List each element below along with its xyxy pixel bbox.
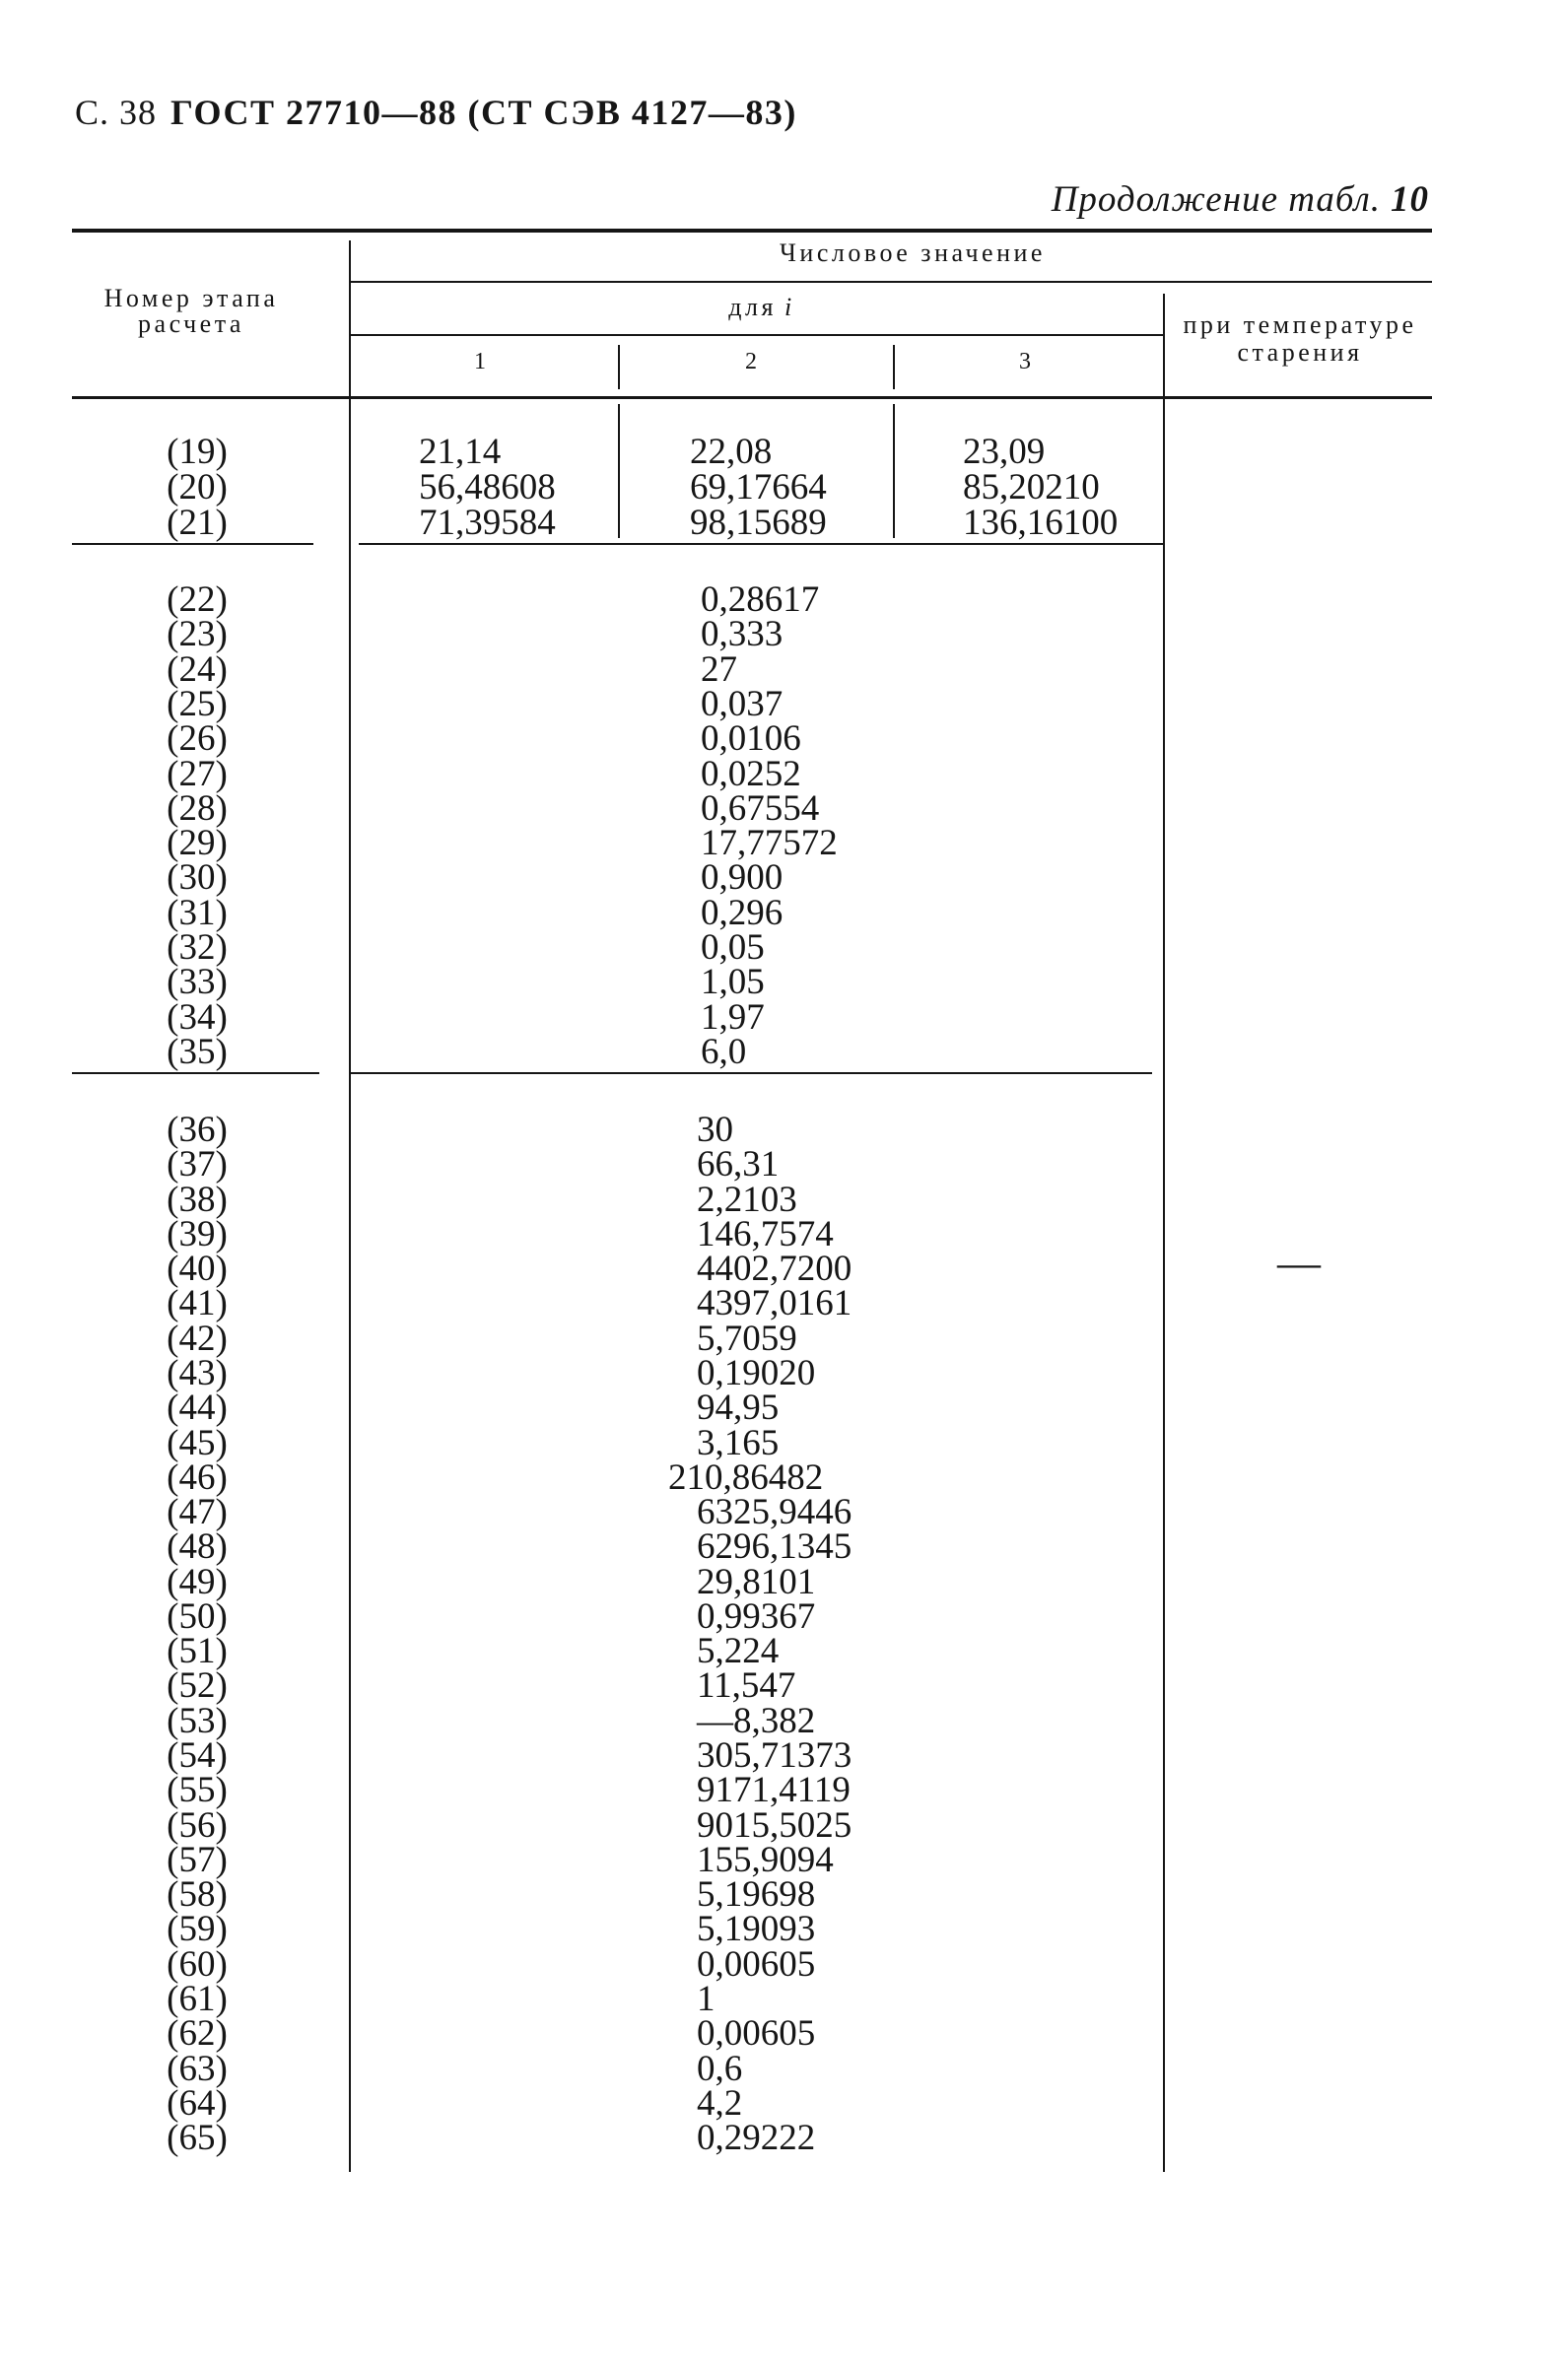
- table-row: [0, 1805, 1568, 1846]
- table-row: [0, 1110, 1568, 1150]
- table-row: [0, 1492, 1568, 1532]
- value-common: 0,900: [701, 857, 784, 898]
- table-row: [0, 1944, 1568, 1985]
- value-common: 0,0106: [701, 718, 801, 759]
- table-row: [0, 1874, 1568, 1915]
- table-row: [0, 614, 1568, 654]
- value-common: 0,28617: [701, 579, 820, 620]
- table-row: [0, 1770, 1568, 1810]
- step-number: (33): [167, 962, 228, 1002]
- value-common: 27: [701, 649, 737, 690]
- value-common: 1: [697, 1979, 716, 2019]
- step-number: (31): [167, 893, 228, 933]
- step-number: (40): [167, 1249, 228, 1289]
- value-common: 155,9094: [697, 1840, 834, 1880]
- table-continuation-caption: [1052, 178, 1429, 222]
- table-row: [0, 684, 1568, 724]
- value-common: 305,71373: [697, 1735, 852, 1776]
- numeric-header-rule: [350, 281, 1432, 283]
- value-common: 0,296: [701, 893, 784, 933]
- step-number: (24): [167, 649, 228, 690]
- table-row: [0, 1353, 1568, 1393]
- step-number: (49): [167, 1562, 228, 1602]
- step-number: (38): [167, 1180, 228, 1220]
- table-row: [0, 1214, 1568, 1254]
- value-common: 6,0: [701, 1032, 747, 1072]
- step-number: (65): [167, 2118, 228, 2158]
- step-number: (28): [167, 788, 228, 829]
- subcolumn-header-1: 1: [474, 349, 486, 374]
- block-separator-2-step: [72, 1072, 319, 1074]
- value-common: 5,19698: [697, 1874, 816, 1915]
- value-common: 0,05: [701, 927, 765, 968]
- table-row: [0, 962, 1568, 1002]
- table-row: [0, 823, 1568, 863]
- value-common: 0,333: [701, 614, 784, 654]
- step-number: (50): [167, 1596, 228, 1637]
- running-head: [75, 91, 797, 134]
- table-row: [0, 2013, 1568, 2054]
- step-number: (26): [167, 718, 228, 759]
- step-number: (27): [167, 754, 228, 794]
- step-number: (41): [167, 1283, 228, 1323]
- step-number: (35): [167, 1032, 228, 1072]
- step-number: (29): [167, 823, 228, 863]
- step-number: (56): [167, 1805, 228, 1846]
- step-number: (42): [167, 1319, 228, 1359]
- step-number: (20): [167, 467, 228, 508]
- step-number: (57): [167, 1840, 228, 1880]
- step-number: (22): [167, 579, 228, 620]
- value-common: 4397,0161: [697, 1283, 852, 1323]
- table-row: [0, 1596, 1568, 1637]
- step-number: (25): [167, 684, 228, 724]
- step-number: (39): [167, 1214, 228, 1254]
- table-row: [0, 1390, 1568, 1426]
- continuation-label: Продолжение табл.: [1051, 179, 1381, 220]
- aging-temperature-header: [1172, 311, 1428, 367]
- numeric-value-header: Числовое значение: [780, 238, 1046, 267]
- block-separator-2-values: [350, 1072, 1152, 1074]
- step-number: (53): [167, 1701, 228, 1741]
- table-row: [0, 1631, 1568, 1671]
- table-row: [0, 718, 1568, 759]
- value-i-3: 85,20210: [963, 467, 1100, 508]
- table-row: [0, 1840, 1568, 1880]
- table-row: [0, 1457, 1568, 1498]
- value-common: 0,0252: [701, 754, 801, 794]
- step-number: (34): [167, 997, 228, 1038]
- table-row: [0, 1562, 1568, 1602]
- table-number: 10: [1391, 179, 1429, 220]
- table-row: [0, 1144, 1568, 1185]
- table-top-rule: [72, 229, 1432, 233]
- value-i-3: 23,09: [963, 432, 1046, 472]
- value-common: 11,547: [697, 1665, 796, 1706]
- table-row: [0, 1249, 1568, 1289]
- value-common: 29,8101: [697, 1562, 816, 1602]
- block-separator-1-step: [72, 543, 313, 545]
- value-common: 6296,1345: [697, 1526, 852, 1567]
- step-number: (23): [167, 614, 228, 654]
- table-row: [0, 754, 1568, 794]
- subcolumn-header-2: 2: [745, 349, 757, 374]
- step-number: (44): [167, 1388, 228, 1428]
- table-row: [0, 2118, 1568, 2158]
- table-row: [0, 893, 1568, 933]
- step-number: (60): [167, 1944, 228, 1985]
- table-row: [0, 467, 1568, 508]
- page-number: С. 38: [75, 93, 158, 132]
- table-row: [0, 1665, 1568, 1706]
- value-common: 1,97: [701, 997, 765, 1038]
- for-i-header: [663, 294, 860, 321]
- table-row: [0, 1283, 1568, 1323]
- table-row: [0, 2049, 1568, 2089]
- value-common: 0,037: [701, 684, 784, 724]
- value-i-1: 71,39584: [419, 503, 556, 543]
- table-row: [0, 579, 1568, 620]
- value-i-3: 136,16100: [963, 503, 1119, 543]
- step-number: (61): [167, 1979, 228, 2019]
- step-number: (45): [167, 1423, 228, 1463]
- aging-temperature-value: —: [1277, 1239, 1321, 1287]
- table-row: [0, 2083, 1568, 2124]
- value-common: 9171,4119: [697, 1770, 851, 1810]
- value-common: 0,00605: [697, 2013, 816, 2054]
- for-i-label: для: [728, 293, 777, 321]
- step-number: (52): [167, 1665, 228, 1706]
- step-number: (47): [167, 1492, 228, 1532]
- value-common: 0,6: [697, 2049, 743, 2089]
- table-row: [0, 1735, 1568, 1776]
- step-number: (48): [167, 1526, 228, 1567]
- value-common: 0,00605: [697, 1944, 816, 1985]
- value-common: 4402,7200: [697, 1249, 852, 1289]
- table-row: [0, 1423, 1568, 1463]
- standard-designation: ГОСТ 27710—88 (СТ СЭВ 4127—83): [170, 93, 797, 132]
- subcolumn-header-3: 3: [1019, 349, 1031, 374]
- step-number: (19): [167, 432, 228, 472]
- value-common: 4,2: [697, 2083, 743, 2124]
- step-number: (32): [167, 927, 228, 968]
- value-common: 0,29222: [697, 2118, 816, 2158]
- value-common: 9015,5025: [697, 1805, 852, 1846]
- value-common: 5,224: [697, 1631, 780, 1671]
- step-number: (55): [167, 1770, 228, 1810]
- table-row: [0, 432, 1568, 472]
- value-common: 94,95: [697, 1388, 780, 1428]
- table-row: [0, 503, 1568, 543]
- step-header-line-1: Номер этапа: [103, 284, 279, 312]
- table-row: [0, 1701, 1568, 1741]
- aging-header-line-1: при температуре: [1183, 310, 1417, 339]
- step-column-header: [73, 286, 309, 337]
- value-common: 210,86482: [668, 1457, 824, 1498]
- value-common: 5,19093: [697, 1909, 816, 1949]
- value-common: 0,67554: [701, 788, 820, 829]
- step-number: (51): [167, 1631, 228, 1671]
- step-number: (30): [167, 857, 228, 898]
- value-common: 146,7574: [697, 1214, 834, 1254]
- value-common: 30: [697, 1110, 733, 1150]
- step-number: (63): [167, 2049, 228, 2089]
- value-common: 3,165: [697, 1423, 780, 1463]
- step-number: (46): [167, 1457, 228, 1498]
- value-common: 1,05: [701, 962, 765, 1002]
- table-row: [0, 1526, 1568, 1567]
- aging-header-line-2: старения: [1237, 338, 1363, 367]
- table-row: [0, 1321, 1568, 1357]
- table-row: [0, 788, 1568, 829]
- value-common: 66,31: [697, 1144, 780, 1185]
- table-row: [0, 857, 1568, 898]
- step-header-line-2: расчета: [138, 309, 244, 338]
- table-row: [0, 1909, 1568, 1949]
- table-row: [0, 1180, 1568, 1220]
- step-number: (64): [167, 2083, 228, 2124]
- step-number: (58): [167, 1874, 228, 1915]
- value-i-2: 98,15689: [690, 503, 827, 543]
- step-number: (37): [167, 1144, 228, 1185]
- value-i-2: 69,17664: [690, 467, 827, 508]
- i-symbol: i: [784, 293, 795, 321]
- value-common: 2,2103: [697, 1180, 797, 1220]
- header-bottom-rule: [72, 396, 1432, 399]
- table-row: [0, 1032, 1568, 1072]
- block-separator-1-values: [359, 543, 1164, 545]
- step-number: (36): [167, 1110, 228, 1150]
- value-common: 5,7059: [697, 1319, 797, 1359]
- step-number: (54): [167, 1735, 228, 1776]
- value-common: 0,19020: [697, 1353, 816, 1393]
- table-row: [0, 1979, 1568, 2019]
- value-common: 0,99367: [697, 1596, 816, 1637]
- value-i-2: 22,08: [690, 432, 773, 472]
- subcolumn-divider-1-header: [618, 345, 620, 389]
- value-common: —8,382: [697, 1701, 816, 1741]
- value-common: 6325,9446: [697, 1492, 852, 1532]
- value-i-1: 56,48608: [419, 467, 556, 508]
- subcolumn-divider-2-header: [893, 345, 895, 389]
- value-i-1: 21,14: [419, 432, 502, 472]
- step-number: (21): [167, 503, 228, 543]
- table-row: [0, 997, 1568, 1038]
- table-row: [0, 927, 1568, 968]
- step-number: (59): [167, 1909, 228, 1949]
- for-i-header-rule: [350, 334, 1164, 336]
- step-number: (43): [167, 1353, 228, 1393]
- table-row: [0, 649, 1568, 690]
- step-number: (62): [167, 2013, 228, 2054]
- value-common: 17,77572: [701, 823, 838, 863]
